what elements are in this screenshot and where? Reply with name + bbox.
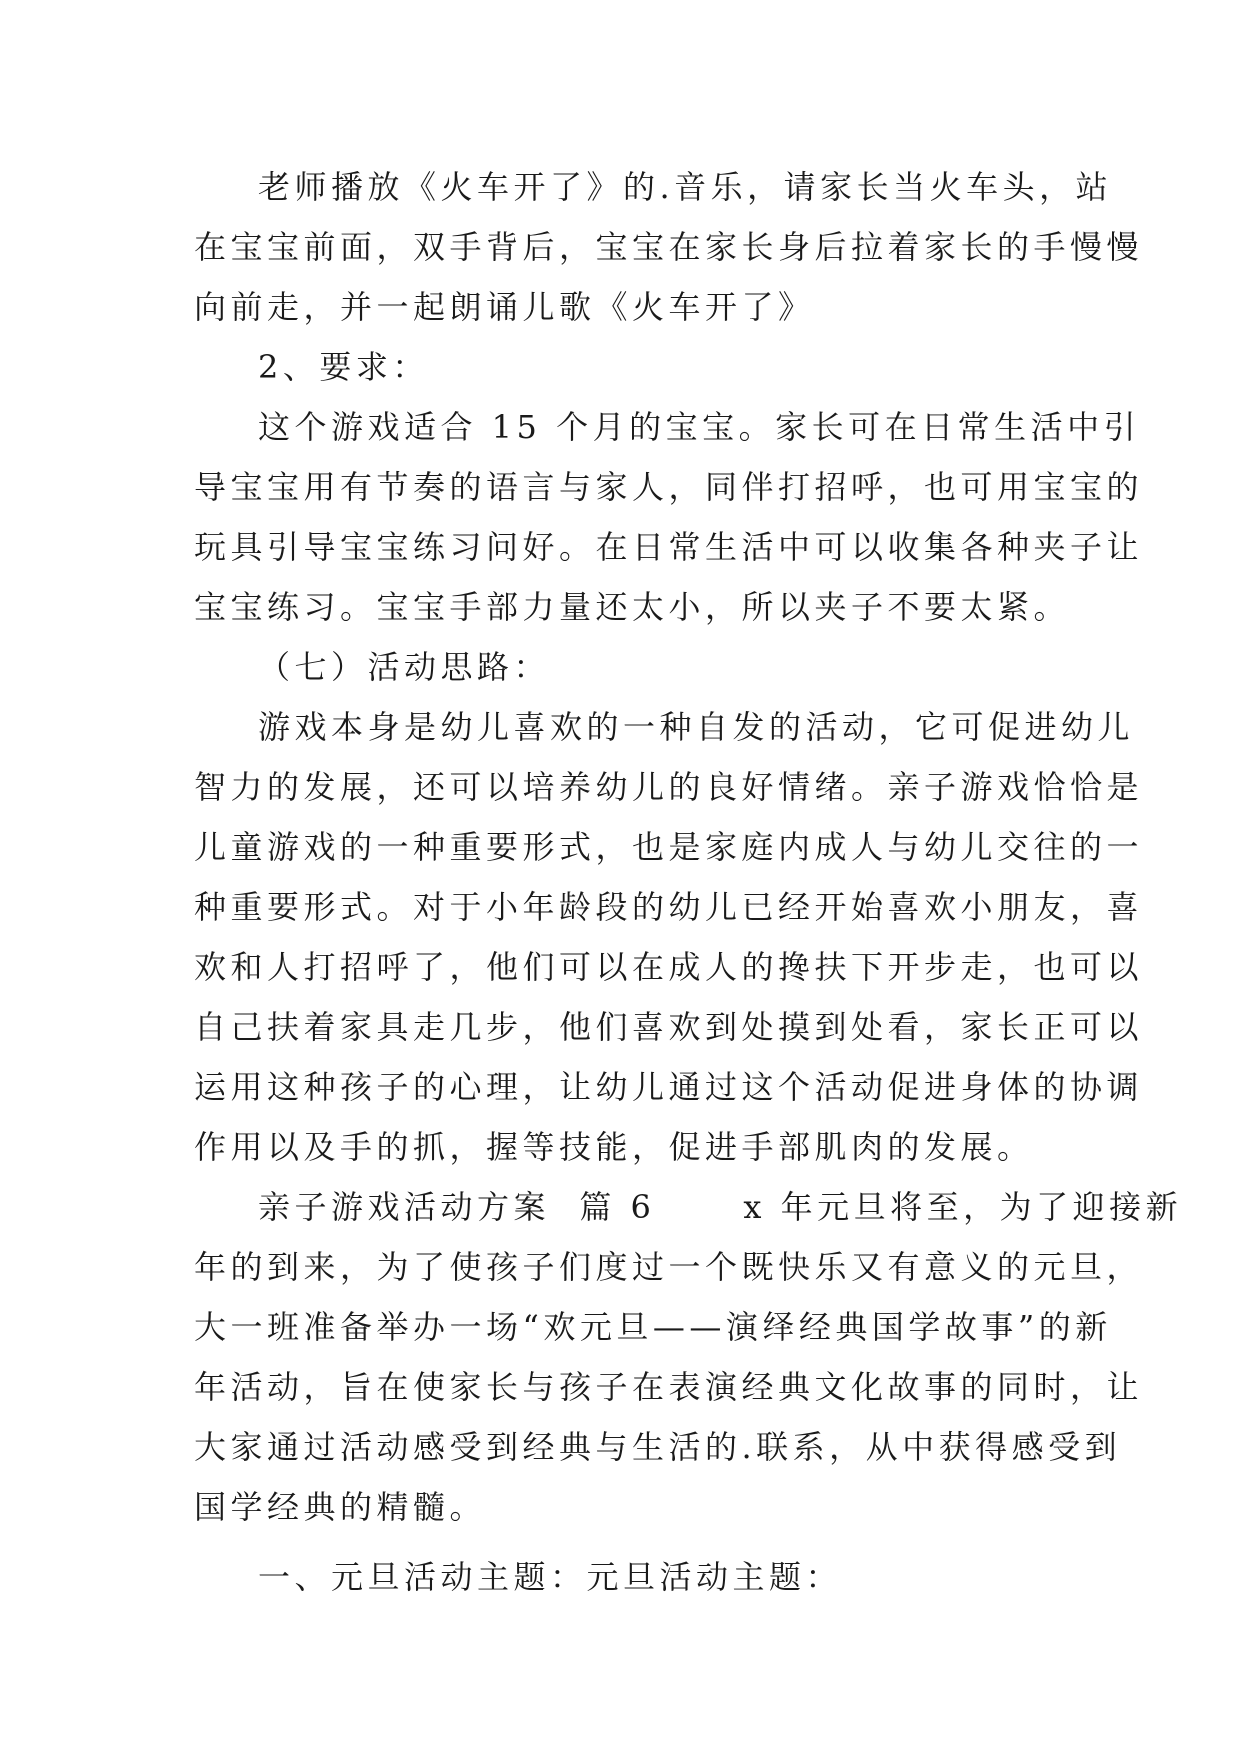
paragraph-line: 导宝宝用有节奏的语言与家人，同伴打招呼，也可用宝宝的 bbox=[194, 468, 1144, 506]
paragraph-line: 玩具引导宝宝练习问好。在日常生活中可以收集各种夹子让 bbox=[194, 528, 1144, 566]
paragraph-line: 大家通过活动感受到经典与生活的.联系，从中获得感受到 bbox=[194, 1428, 1122, 1466]
paragraph-line: 在宝宝前面，双手背后，宝宝在家长身后拉着家长的手慢慢 bbox=[194, 228, 1144, 266]
paragraph-line: 大一班准备举办一场“欢元旦——演绎经典国学故事”的新 bbox=[194, 1308, 1112, 1346]
paragraph-line: 智力的发展，还可以培养幼儿的良好情绪。亲子游戏恰恰是 bbox=[194, 768, 1144, 806]
paragraph-line: 这个游戏适合 15 个月的宝宝。家长可在日常生活中引 bbox=[258, 408, 1141, 446]
section-heading: 2、要求： bbox=[258, 348, 429, 386]
paragraph-line: 国学经典的精髓。 bbox=[194, 1488, 487, 1526]
paragraph-line: 向前走，并一起朗诵儿歌《火车开了》 bbox=[194, 288, 815, 326]
paragraph-line: 运用这种孩子的心理，让幼儿通过这个活动促进身体的协调 bbox=[194, 1068, 1144, 1106]
paragraph-line: 年活动，旨在使家长与孩子在表演经典文化故事的同时，让 bbox=[194, 1368, 1144, 1406]
paragraph-line: 亲子游戏活动方案 篇 6 x 年元旦将至，为了迎接新 bbox=[258, 1188, 1183, 1226]
paragraph-line: 自己扶着家具走几步，他们喜欢到处摸到处看，家长正可以 bbox=[194, 1008, 1144, 1046]
paragraph-line: 欢和人打招呼了，他们可以在成人的搀扶下开步走，也可以 bbox=[194, 948, 1144, 986]
paragraph-line: 年的到来，为了使孩子们度过一个既快乐又有意义的元旦， bbox=[194, 1248, 1144, 1286]
paragraph-line: 老师播放《火车开了》的.音乐，请家长当火车头，站 bbox=[258, 168, 1113, 206]
paragraph-line: 宝宝练习。宝宝手部力量还太小，所以夹子不要太紧。 bbox=[194, 588, 1071, 626]
section-heading: 一、元旦活动主题：元旦活动主题： bbox=[258, 1558, 843, 1596]
paragraph-line: 游戏本身是幼儿喜欢的一种自发的活动，它可促进幼儿 bbox=[258, 708, 1135, 746]
paragraph-line: 作用以及手的抓，握等技能，促进手部肌肉的发展。 bbox=[194, 1128, 1034, 1166]
paragraph-line: 儿童游戏的一种重要形式，也是家庭内成人与幼儿交往的一 bbox=[194, 828, 1144, 866]
paragraph-line: 种重要形式。对于小年龄段的幼儿已经开始喜欢小朋友，喜 bbox=[194, 888, 1144, 926]
section-heading: （七）活动思路： bbox=[258, 648, 551, 686]
